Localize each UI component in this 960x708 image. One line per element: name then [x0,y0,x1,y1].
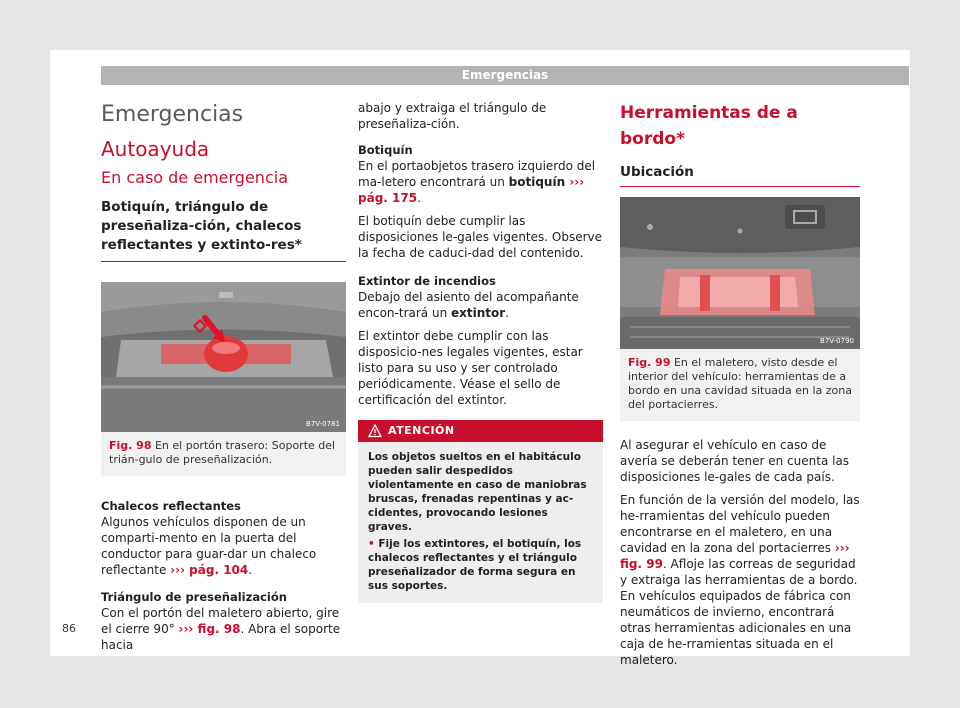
figure-caption-text: En el portón trasero: Soporte del trián-gulo de preseñalización. [109,439,336,466]
figure-99-caption [620,349,860,421]
running-header: Emergencias [101,66,909,85]
figure-98-caption [101,432,346,476]
figure-code: B7V-0790 [820,337,854,345]
figure-reference-link[interactable]: ››› fig. 98 [178,622,241,636]
text-run: Con el portón del maletero abierto, gire el cierre 90° [101,606,340,636]
text-run: . [505,306,509,320]
warning-text: Los objetos sueltos en el habitáculo pueden salir despedidos violentamente en caso de maniobras bruscas, frenadas repentinas y ac-cidentes, provocando lesiones graves. [368,451,587,533]
figure-number: Fig. 98 [109,439,152,452]
text-run: En el portaobjetos trasero izquierdo del ma-letero encontrará un [358,159,596,189]
text-run-bold: botiquín [508,175,566,189]
page-number: 86 [62,622,76,635]
column-middle [358,100,603,603]
text-run: . [248,563,253,577]
text-run: En función de la versión del modelo, las he-rramientas del vehículo pueden encontrarse en el maletero, en una cavidad en la zona del portacierres [620,493,860,555]
paragraph [101,514,346,578]
text-run-bold: extintor [450,306,506,320]
warning-body [358,442,603,603]
text-run: . Abra el soporte hacia [101,622,341,652]
page-reference-link[interactable]: ››› pág. 175 [358,175,585,205]
trunk-tools-illustration [620,197,860,349]
paragraph: Al asegurar el vehículo en caso de avería se deberán tener en cuenta las disposiciones le-gales de cada país. [620,438,850,484]
warning-triangle-icon [368,424,382,438]
section-title: Autoayuda [101,137,210,161]
warning-label: ATENCIÓN [388,424,455,437]
column-right [620,100,860,675]
paragraph [620,492,860,668]
subsection-title: En caso de emergencia [101,168,288,187]
topic-heading: Botiquín, triángulo de preseñaliza-ción, chalecos reflectantes y extinto-res* [101,198,346,262]
paragraph-heading: Botiquín [358,143,413,157]
text-run: . Afloje las correas de seguridad y extraiga las herramientas de a bordo. En vehículos equipados de fábrica con neumáticos de invierno, encontrará otras herramientas adicionales en una caja de he-rramientas situada en el maletero. [620,557,858,667]
paragraph [358,289,603,321]
warning-bullet-text: Fije los extintores, el botiquín, los chalecos reflectantes y el triángulo preseñalizador de forma segura en sus soportes. [368,538,582,592]
page-reference-link[interactable]: ››› pág. 104 [170,563,249,577]
paragraph [358,158,603,206]
paragraph: abajo y extraiga el triángulo de preseñaliza-ción. [358,101,547,131]
paragraph-heading: Chalecos reflectantes [101,499,241,513]
text-run: . [417,191,421,205]
figure-reference-link[interactable]: ››› fig. 99 [620,541,850,571]
warning-header [358,420,603,442]
paragraph-heading: Extintor de incendios [358,274,496,288]
figure-98-image [101,282,346,432]
topic-heading: Ubicación [620,162,860,187]
bullet-mark: • [368,538,375,550]
figure-code: B7V-0781 [306,420,340,428]
text-run: Debajo del asiento del acompañante encon-trará un [358,290,579,320]
paragraph-heading: Triángulo de preseñalización [101,590,287,604]
section-title: Herramientas de a bordo* [620,103,798,149]
paragraph: El botiquín debe cumplir las disposiciones le-gales vigentes. Observe la fecha de caduci-dad del contenido. [358,214,603,260]
figure-number: Fig. 99 [628,356,671,369]
column-left [101,100,346,660]
figure-caption-text: En el maletero, visto desde el interior del vehículo: herramientas de a bordo en una cavidad situada en la zona del portacierres. [628,356,853,411]
figure-99-image [620,197,860,349]
paragraph: El extintor debe cumplir con las disposicio-nes legales vigentes, estar listo para su uso y ser controlado periódicamente. Véase el sello de certificación del extintor. [358,329,583,407]
warning-bullet-item [368,537,595,593]
warning-box [358,420,603,603]
document-page [50,50,910,667]
tailgate-illustration [101,282,346,432]
chapter-title: Emergencias [101,102,244,127]
text-run: Algunos vehículos disponen de un comparti-mento en la puerta del conductor para guar-dar un chaleco reflectante [101,515,317,577]
paragraph [101,605,346,653]
